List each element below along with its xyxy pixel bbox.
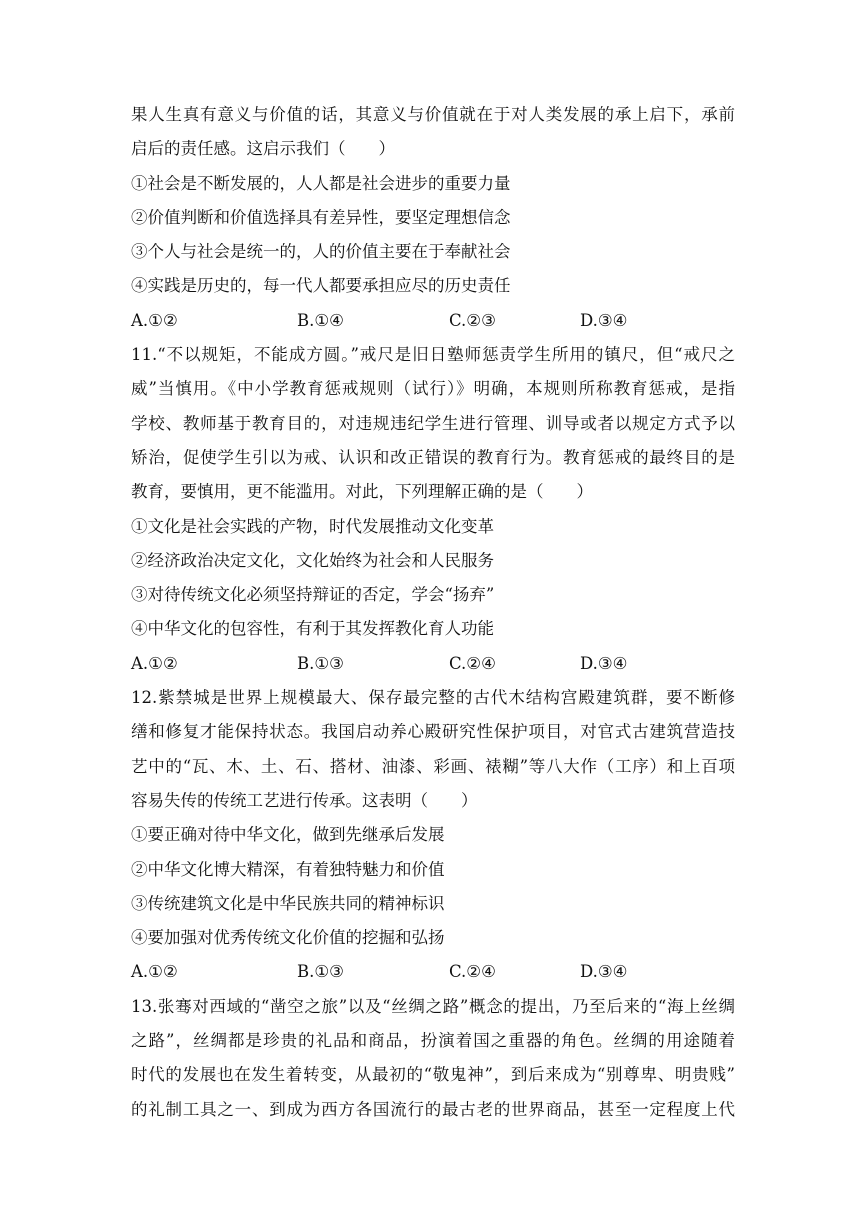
option-c: C.②④ — [449, 962, 496, 982]
question-text-line: 矫治，促使学生引以为戒、认识和改正错误的教育行为。教育惩戒的最终目的是 — [131, 447, 735, 467]
question-text-line: 果人生真有意义与价值的话，其意义与价值就在于对人类发展的承上启下，承前 — [131, 105, 735, 124]
question-text-line: 12.紫禁城是世界上规模最大、保存最完整的古代木结构宫殿建筑群，要不断修 — [131, 688, 735, 708]
question-10 — [131, 98, 735, 338]
answer-options — [131, 955, 735, 989]
question-text-line: 教育，要慎用，更不能滥用。对此，下列理解正确的是（ ） — [131, 482, 593, 502]
option-d: D.③④ — [580, 310, 628, 330]
option-a: A.①② — [131, 310, 178, 330]
statement-4: ④实践是历史的，每一代人都要承担应尽的历史责任 — [131, 276, 511, 296]
question-text-line: 时代的发展也在发生着转变，从最初的“敬鬼神”，到后来成为“别尊卑、明贵贱” — [131, 1065, 735, 1085]
document-page — [131, 98, 735, 1127]
statement-3: ③对待传统文化必须坚持辩证的否定，学会“扬弃” — [131, 585, 495, 605]
option-b: B.①③ — [297, 653, 344, 673]
question-13 — [131, 990, 735, 1127]
option-a: A.①② — [131, 653, 178, 673]
option-d: D.③④ — [580, 653, 628, 673]
option-b: B.①③ — [297, 962, 344, 982]
question-text-line: 启后的责任感。这启示我们（ ） — [131, 139, 395, 159]
option-b: B.①④ — [297, 310, 344, 330]
statement-1: ①要正确对待中华文化，做到先继承后发展 — [131, 825, 445, 845]
question-text-line: 艺中的“瓦、木、土、石、搭材、油漆、彩画、裱糊”等八大作（工序）和上百项 — [131, 756, 735, 776]
statement-2: ②中华文化博大精深，有着独特魅力和价值 — [131, 859, 445, 879]
option-d: D.③④ — [580, 962, 628, 982]
question-text-line: 学校、教师基于教育目的，对违规违纪学生进行管理、训导或者以规定方式予以 — [131, 413, 735, 433]
option-c: C.②③ — [449, 310, 496, 330]
statement-3: ③传统建筑文化是中华民族共同的精神标识 — [131, 893, 445, 913]
statement-4: ④中华文化的包容性，有利于其发挥教化育人功能 — [131, 619, 494, 639]
statement-1: ①文化是社会实践的产物，时代发展推动文化变革 — [131, 516, 494, 536]
question-text-line: 之路”，丝绸都是珍贵的礼品和商品，扮演着国之重器的角色。丝绸的用途随着 — [131, 1031, 735, 1051]
answer-options — [131, 647, 735, 681]
question-text-line: 容易失传的传统工艺进行传承。这表明（ ） — [131, 790, 478, 810]
option-a: A.①② — [131, 962, 178, 982]
statement-1: ①社会是不断发展的，人人都是社会进步的重要力量 — [131, 173, 511, 193]
question-12 — [131, 681, 735, 990]
statement-3: ③个人与社会是统一的，人的价值主要在于奉献社会 — [131, 242, 511, 262]
answer-options — [131, 304, 735, 338]
question-text-line: 11.“不以规矩，不能成方圆。”戒尺是旧日塾师惩责学生所用的镇尺，但“戒尺之 — [131, 345, 735, 365]
statement-2: ②价值判断和价值选择具有差异性，要坚定理想信念 — [131, 207, 511, 227]
question-text-line: 的礼制工具之一、到成为西方各国流行的最古老的世界商品，甚至一定程度上代 — [131, 1099, 735, 1119]
option-c: C.②④ — [449, 653, 496, 673]
question-11 — [131, 338, 735, 681]
question-text-line: 威”当慎用。《中小学教育惩戒规则（试行）》明确，本规则所称教育惩戒，是指 — [131, 379, 735, 399]
statement-2: ②经济政治决定文化，文化始终为社会和人民服务 — [131, 550, 494, 570]
question-text-line: 缮和修复才能保持状态。我国启动养心殿研究性保护项目，对官式古建筑营造技 — [131, 722, 735, 742]
question-text-line: 13.张骞对西域的“凿空之旅”以及“丝绸之路”概念的提出，乃至后来的“海上丝绸 — [131, 996, 735, 1016]
statement-4: ④要加强对优秀传统文化价值的挖掘和弘扬 — [131, 928, 445, 948]
